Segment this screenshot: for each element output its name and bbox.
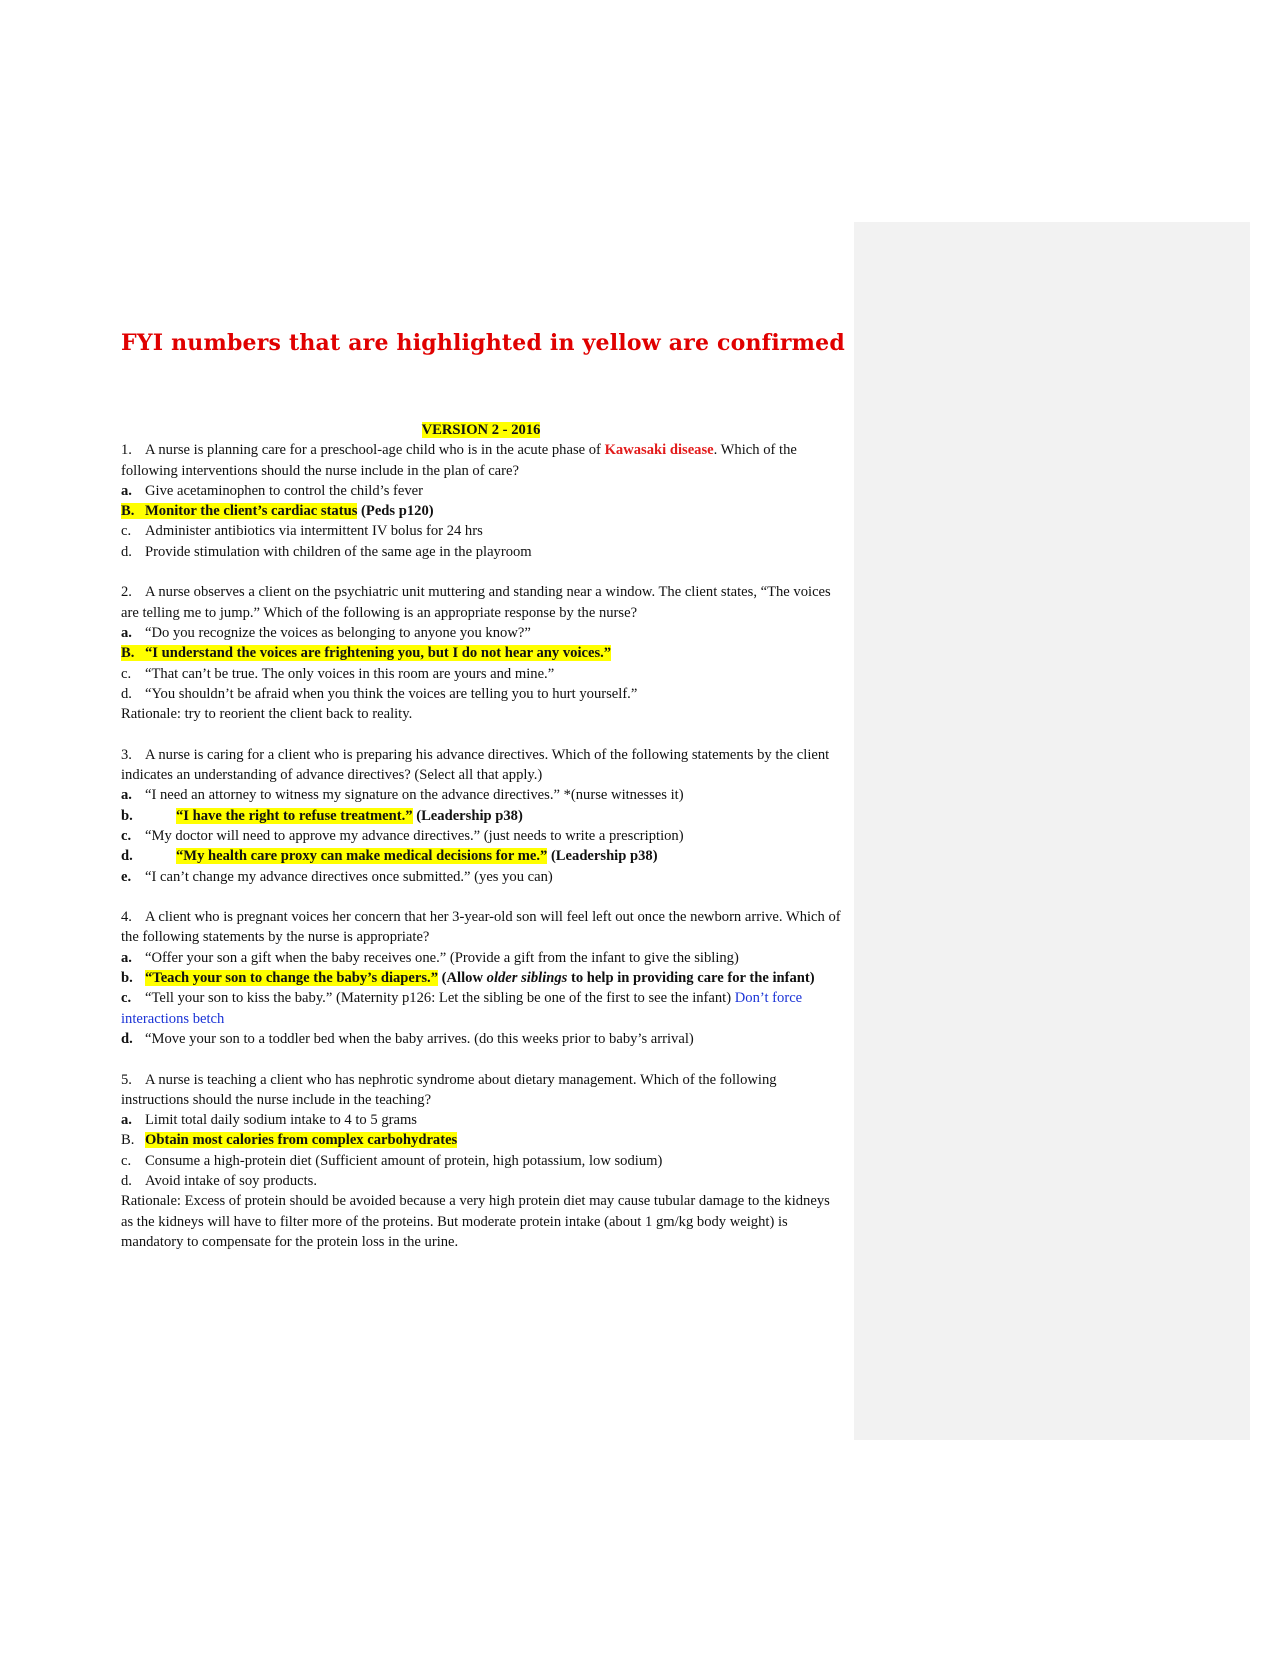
question-4 — [121, 907, 841, 1049]
document-body — [121, 420, 841, 1272]
margin-note: Don’t force interactions betch — [121, 990, 803, 1027]
question-1 — [121, 440, 841, 562]
option-b-correct: B. “I understand the voices are frightening you, but I do not hear any voices.” — [121, 645, 612, 662]
option-c: c. Consume a high-protein diet (Sufficient amount of protein, high potassium, low sodium) — [121, 1152, 663, 1169]
version-heading: VERSION 2 - 2016 — [421, 422, 541, 438]
option-a: a. “Do you recognize the voices as belonging to anyone you know?” — [121, 624, 531, 641]
question-3 — [121, 745, 841, 887]
option-d: d. Avoid intake of soy products. — [121, 1172, 317, 1189]
option-d: d. “Move your son to a toddler bed when the baby arrives. (do this weeks prior to baby’s arrival) — [121, 1030, 694, 1047]
confirmed-notice: FYI numbers that are highlighted in yellow are confirmed — [121, 330, 845, 356]
option-b-correct: B. Monitor the client’s cardiac status (Peds p120) — [121, 503, 434, 520]
option-d: d. “You shouldn’t be afraid when you think the voices are telling you to hurt yourself.” — [121, 685, 638, 702]
question-stem: 5. A nurse is teaching a client who has nephrotic syndrome about dietary management. Which of the following instructions should the nurse include in the teaching? — [121, 1071, 777, 1108]
option-d-correct: d. “My health care proxy can make medical decisions for me.” (Leadership p38) — [121, 848, 658, 865]
option-e: e. “I can’t change my advance directives once submitted.” (yes you can) — [121, 868, 553, 885]
comment-pane — [854, 222, 1250, 1440]
option-c: c. “That can’t be true. The only voices in this room are yours and mine.” — [121, 665, 555, 682]
option-b-correct: b. “I have the right to refuse treatment.” (Leadership p38) — [121, 807, 523, 824]
option-c: c. “My doctor will need to approve my advance directives.” (just needs to write a prescription) — [121, 827, 684, 844]
option-c: c. “Tell your son to kiss the baby.” (Maternity p126: Let the sibling be one of the first to see the infant) Don’t force interactions betch — [121, 990, 803, 1027]
question-2 — [121, 582, 841, 724]
option-d: d. Provide stimulation with children of the same age in the playroom — [121, 543, 532, 560]
highlighted-term: Kawasaki disease — [604, 442, 714, 459]
question-stem: 2. A nurse observes a client on the psychiatric unit muttering and standing near a window. The client states, “The voices are telling me to jump.” Which of the following is an appropriate response by the nurse? — [121, 584, 831, 621]
option-b-correct: B. Obtain most calories from complex carbohydrates — [121, 1132, 458, 1149]
option-a: a. “Offer your son a gift when the baby receives one.” (Provide a gift from the infant to give the sibling) — [121, 949, 739, 966]
question-stem: 4. A client who is pregnant voices her concern that her 3-year-old son will feel left out once the newborn arrive. Which of the following statements by the nurse is appropriate? — [121, 909, 841, 946]
question-5 — [121, 1070, 841, 1253]
rationale: Rationale: Excess of protein should be avoided because a very high protein diet may cause tubular damage to the kidneys as the kidneys will have to filter more of the proteins. But moderate protein intake (about 1 gm/kg body weight) is mandatory to compensate for the protein loss in the urine. — [121, 1193, 830, 1250]
option-b-correct: b. “Teach your son to change the baby’s diapers.” (Allow older siblings to help in providing care for the infant) — [121, 970, 815, 987]
option-a: a. Give acetaminophen to control the child’s fever — [121, 482, 423, 499]
option-c: c. Administer antibiotics via intermittent IV bolus for 24 hrs — [121, 523, 483, 540]
question-stem: 1. A nurse is planning care for a preschool-age child who is in the acute phase of Kawasaki disease. Which of the following interventions should the nurse include in the plan of care? — [121, 442, 797, 479]
question-stem: 3. A nurse is caring for a client who is preparing his advance directives. Which of the following statements by the client indicates an understanding of advance directives? (Select all that apply.) — [121, 746, 830, 784]
rationale: Rationale: try to reorient the client back to reality. — [121, 706, 413, 723]
option-a: a. “I need an attorney to witness my signature on the advance directives.” *(nurse witnesses it) — [121, 787, 684, 804]
option-a: a. Limit total daily sodium intake to 4 to 5 grams — [121, 1112, 417, 1129]
